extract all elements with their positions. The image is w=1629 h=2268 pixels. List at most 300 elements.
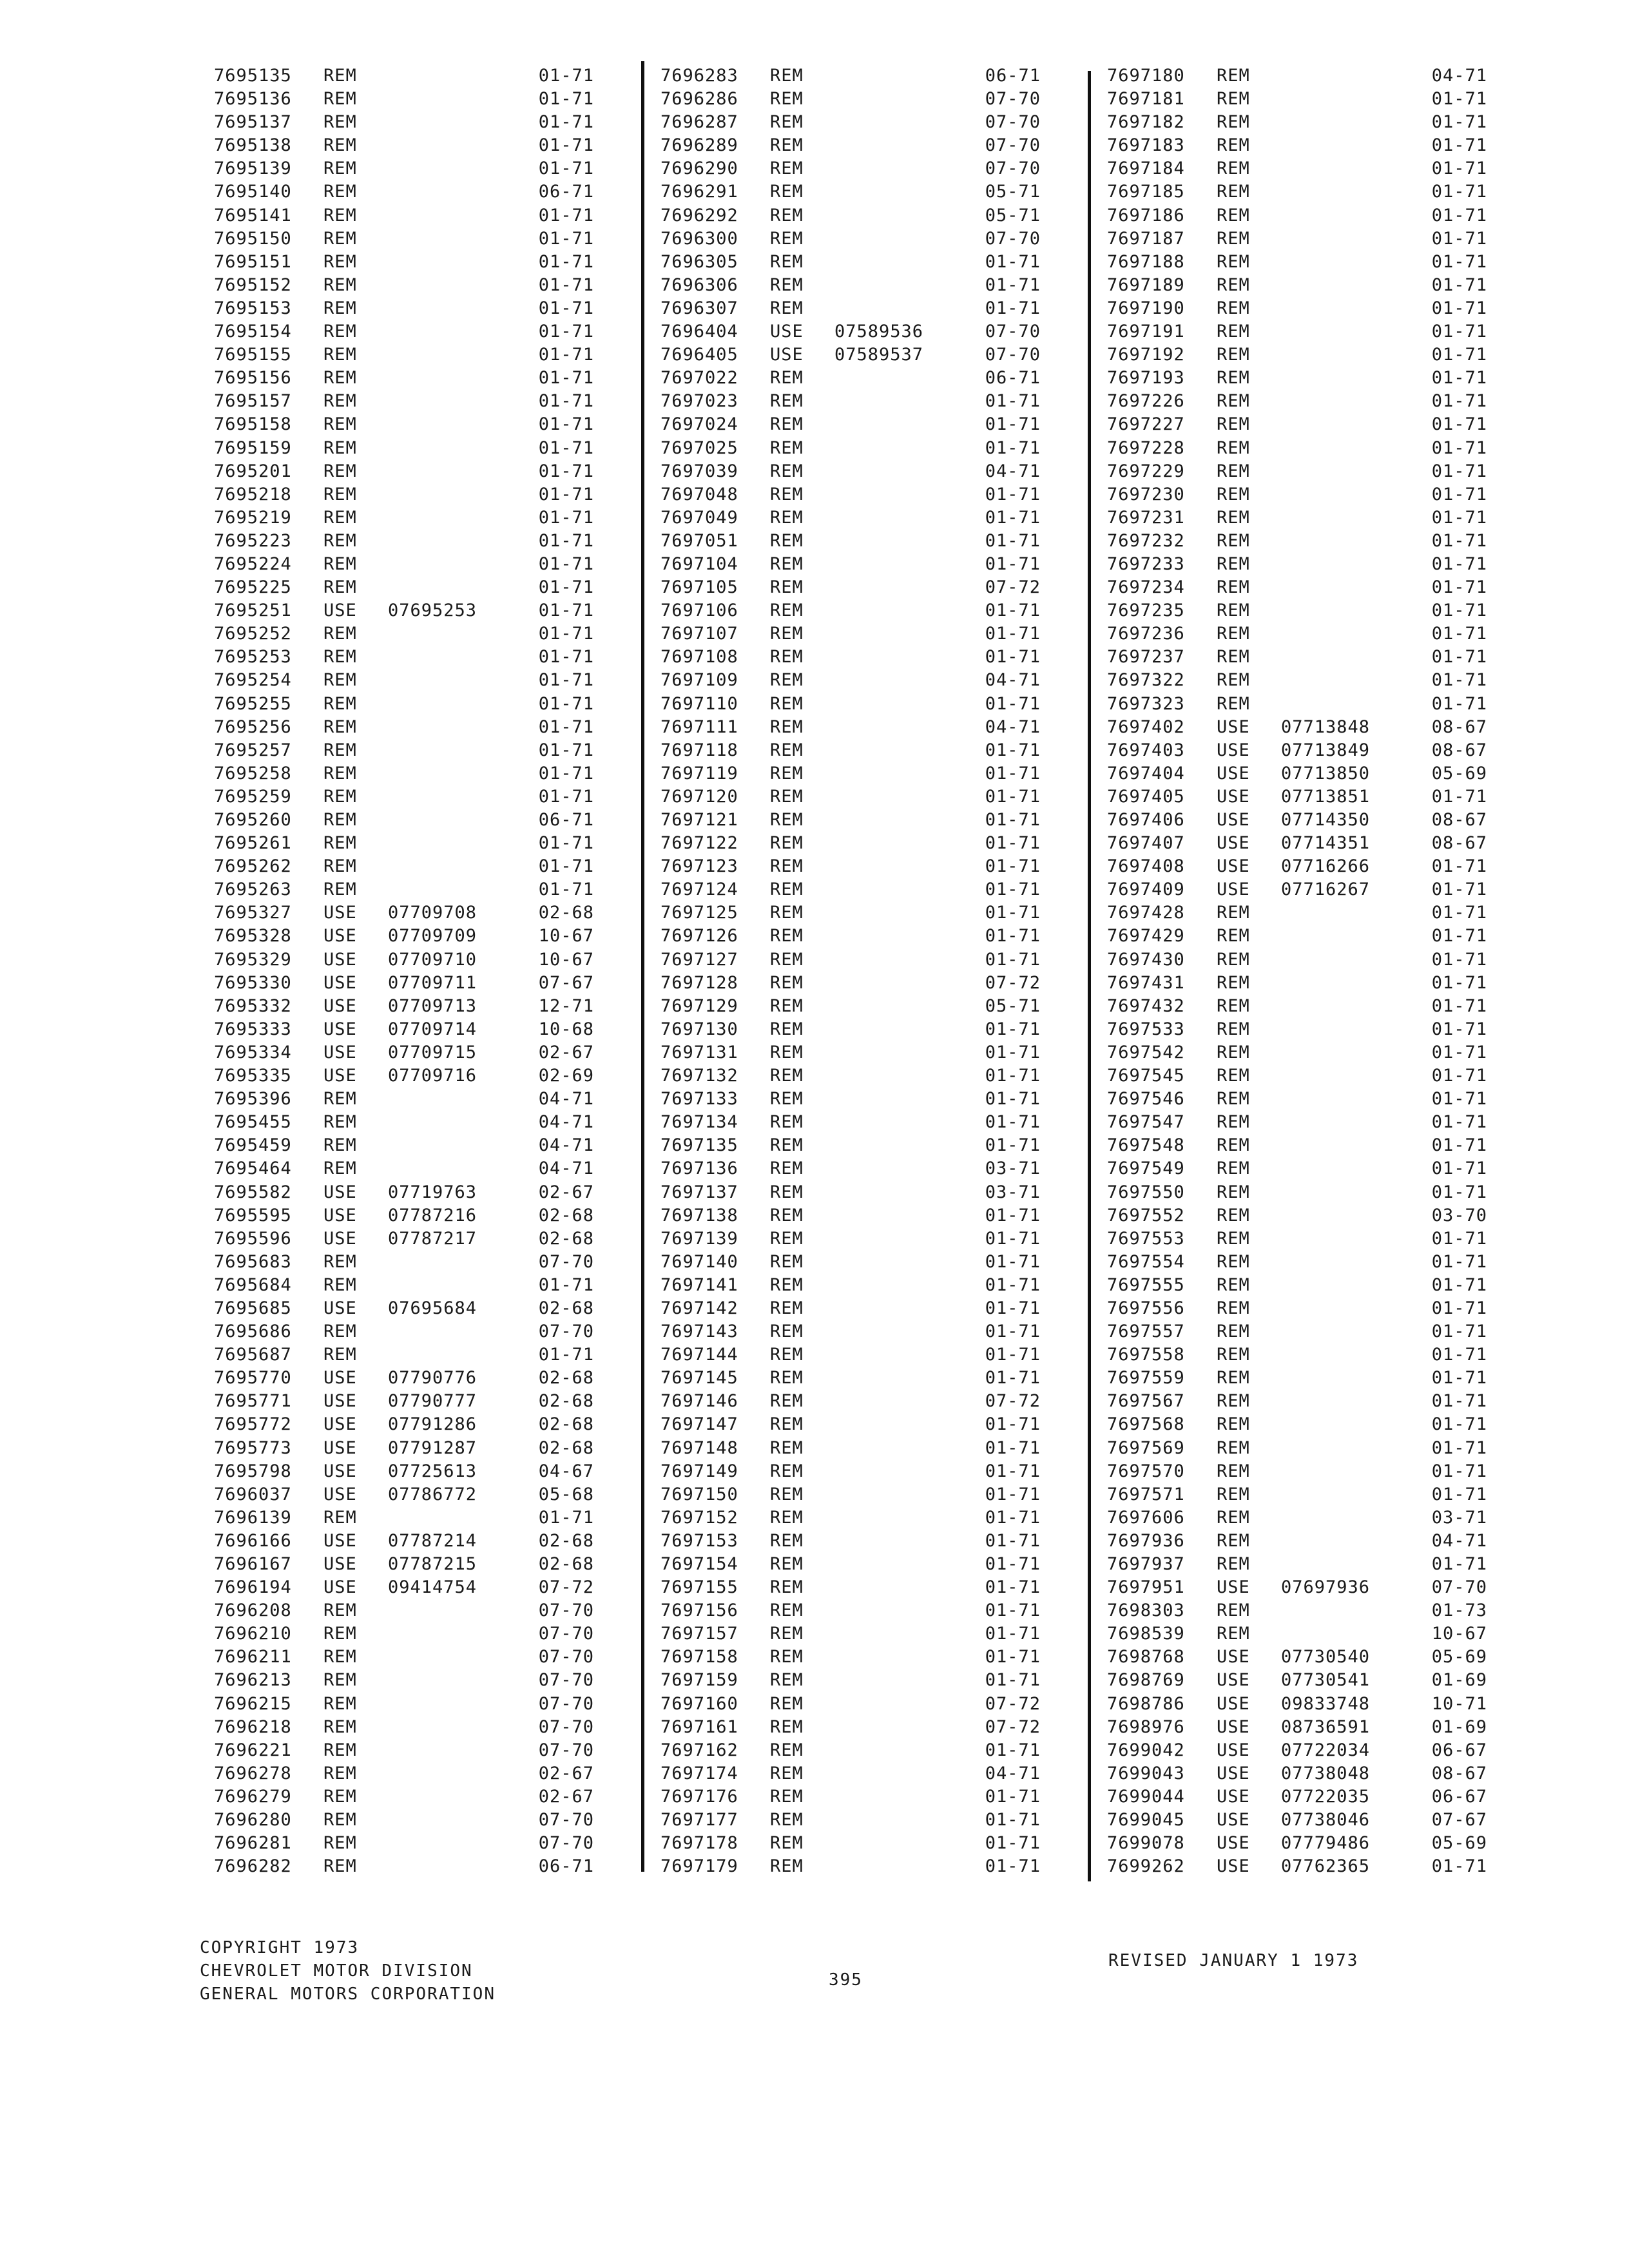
replacement-number: 07725613 bbox=[388, 1461, 477, 1481]
parts-row bbox=[214, 1599, 613, 1622]
parts-row bbox=[1107, 1251, 1507, 1274]
part-number: 7697406 bbox=[1107, 810, 1185, 830]
status-code: REM bbox=[1217, 1484, 1250, 1504]
parts-row bbox=[1107, 1041, 1507, 1064]
parts-row bbox=[660, 1367, 1060, 1390]
part-number: 7695135 bbox=[214, 66, 292, 86]
status-code: REM bbox=[1217, 1461, 1250, 1481]
replacement-number bbox=[1281, 1227, 1391, 1251]
parts-row bbox=[214, 1181, 613, 1204]
copyright-block bbox=[200, 1936, 496, 2006]
replacement-number: 07722034 bbox=[1281, 1740, 1371, 1760]
effective-date: 01-71 bbox=[1431, 461, 1487, 481]
part-number: 7697177 bbox=[660, 1810, 738, 1831]
parts-row bbox=[660, 1297, 1060, 1320]
status-code: REM bbox=[770, 716, 804, 737]
replacement-number bbox=[834, 599, 944, 622]
part-number: 7695139 bbox=[214, 159, 292, 179]
status-code: REM bbox=[1217, 461, 1250, 481]
part-number: 7697136 bbox=[660, 1158, 738, 1179]
status-code: REM bbox=[770, 461, 804, 481]
status-code: REM bbox=[770, 1600, 804, 1621]
replacement-number bbox=[1281, 64, 1391, 88]
effective-date: 01-71 bbox=[985, 879, 1041, 900]
part-number: 7697557 bbox=[1107, 1321, 1185, 1342]
parts-row bbox=[660, 1088, 1060, 1111]
status-code: USE bbox=[1217, 833, 1250, 854]
part-number: 7697542 bbox=[1107, 1042, 1185, 1062]
parts-row bbox=[214, 1809, 613, 1832]
status-code: REM bbox=[1217, 391, 1250, 412]
replacement-number bbox=[834, 1809, 944, 1832]
part-number: 7695158 bbox=[214, 414, 292, 435]
part-number: 7695770 bbox=[214, 1368, 292, 1389]
replacement-number bbox=[834, 204, 944, 227]
status-code: REM bbox=[1217, 507, 1250, 528]
replacement-number: 09833748 bbox=[1281, 1693, 1371, 1714]
status-code: REM bbox=[770, 1135, 804, 1156]
parts-row bbox=[214, 1693, 613, 1716]
parts-row bbox=[660, 553, 1060, 576]
part-number: 7697548 bbox=[1107, 1135, 1185, 1156]
parts-row bbox=[660, 1343, 1060, 1367]
replacement-number bbox=[834, 1274, 944, 1297]
replacement-number bbox=[834, 1413, 944, 1436]
status-code: USE bbox=[323, 972, 357, 993]
effective-date: 01-71 bbox=[538, 1345, 594, 1365]
part-number: 7699045 bbox=[1107, 1810, 1185, 1831]
parts-row bbox=[1107, 716, 1507, 739]
status-code: REM bbox=[1217, 414, 1250, 435]
parts-row bbox=[1107, 1646, 1507, 1669]
replacement-number bbox=[834, 1622, 944, 1646]
part-number: 7699262 bbox=[1107, 1856, 1185, 1877]
effective-date: 02-68 bbox=[538, 1437, 594, 1458]
parts-row bbox=[660, 1693, 1060, 1716]
part-number: 7697135 bbox=[660, 1135, 738, 1156]
part-number: 7697567 bbox=[1107, 1391, 1185, 1412]
status-code: REM bbox=[323, 693, 357, 714]
status-code: REM bbox=[770, 1182, 804, 1202]
parts-row bbox=[214, 1204, 613, 1227]
status-code: REM bbox=[323, 461, 357, 481]
parts-row bbox=[660, 576, 1060, 599]
replacement-number bbox=[834, 878, 944, 901]
part-number: 7696166 bbox=[214, 1530, 292, 1551]
replacement-number bbox=[834, 809, 944, 832]
effective-date: 01-71 bbox=[1431, 1461, 1487, 1481]
part-number: 7696306 bbox=[660, 274, 738, 295]
effective-date: 05-71 bbox=[985, 205, 1041, 226]
replacement-number: 07790777 bbox=[388, 1391, 477, 1412]
parts-row bbox=[660, 297, 1060, 320]
part-number: 7697153 bbox=[660, 1530, 738, 1551]
replacement-number: 07709711 bbox=[388, 972, 477, 993]
effective-date: 01-71 bbox=[985, 414, 1041, 435]
part-number: 7697130 bbox=[660, 1019, 738, 1039]
replacement-number bbox=[388, 483, 497, 506]
part-number: 7697110 bbox=[660, 693, 738, 714]
parts-row bbox=[1107, 157, 1507, 180]
replacement-number bbox=[834, 762, 944, 785]
status-code: REM bbox=[1217, 322, 1250, 342]
status-code: REM bbox=[770, 484, 804, 505]
part-number: 7697127 bbox=[660, 949, 738, 970]
page-number: 395 bbox=[829, 1970, 863, 1990]
part-number: 7697428 bbox=[1107, 903, 1185, 923]
status-code: REM bbox=[323, 437, 357, 458]
effective-date: 01-71 bbox=[985, 1507, 1041, 1528]
replacement-number bbox=[1281, 343, 1391, 367]
parts-row bbox=[1107, 1157, 1507, 1180]
replacement-number bbox=[834, 1204, 944, 1227]
replacement-number bbox=[1281, 1274, 1391, 1297]
effective-date: 01-71 bbox=[985, 1135, 1041, 1156]
status-code: USE bbox=[1217, 786, 1250, 807]
status-code: REM bbox=[770, 274, 804, 295]
status-code: REM bbox=[1217, 437, 1250, 458]
replacement-number bbox=[1281, 948, 1391, 972]
part-number: 7695262 bbox=[214, 856, 292, 877]
status-code: USE bbox=[770, 322, 804, 342]
part-number: 7697118 bbox=[660, 740, 738, 760]
effective-date: 01-71 bbox=[538, 484, 594, 505]
parts-row bbox=[1107, 1343, 1507, 1367]
replacement-number bbox=[834, 576, 944, 599]
parts-row bbox=[1107, 1018, 1507, 1041]
parts-row bbox=[660, 460, 1060, 483]
parts-row bbox=[1107, 530, 1507, 553]
replacement-number bbox=[834, 1530, 944, 1553]
replacement-number bbox=[388, 390, 497, 413]
effective-date: 01-71 bbox=[1431, 786, 1487, 807]
replacement-number bbox=[388, 832, 497, 855]
effective-date: 07-70 bbox=[985, 89, 1041, 110]
parts-row bbox=[214, 1088, 613, 1111]
parts-row bbox=[1107, 1134, 1507, 1157]
part-number: 7697156 bbox=[660, 1600, 738, 1621]
status-code: REM bbox=[770, 624, 804, 644]
status-code: USE bbox=[1217, 1786, 1250, 1807]
part-number: 7698303 bbox=[1107, 1600, 1185, 1621]
replacement-number bbox=[834, 972, 944, 995]
effective-date: 01-71 bbox=[985, 1740, 1041, 1760]
effective-date: 02-67 bbox=[538, 1182, 594, 1202]
parts-row bbox=[214, 460, 613, 483]
part-number: 7697188 bbox=[1107, 251, 1185, 272]
parts-row bbox=[1107, 1320, 1507, 1343]
status-code: REM bbox=[1217, 298, 1250, 318]
status-code: REM bbox=[323, 1321, 357, 1342]
parts-row bbox=[1107, 413, 1507, 436]
effective-date: 03-70 bbox=[1431, 1205, 1487, 1225]
replacement-number bbox=[388, 460, 497, 483]
parts-row bbox=[214, 948, 613, 972]
part-number: 7695257 bbox=[214, 740, 292, 760]
replacement-number bbox=[1281, 693, 1391, 716]
parts-row bbox=[660, 437, 1060, 460]
part-number: 7697023 bbox=[660, 391, 738, 412]
parts-row bbox=[1107, 1088, 1507, 1111]
status-code: USE bbox=[1217, 763, 1250, 783]
replacement-number bbox=[388, 413, 497, 436]
status-code: REM bbox=[323, 484, 357, 505]
status-code: USE bbox=[1217, 810, 1250, 830]
replacement-number bbox=[388, 506, 497, 530]
part-number: 7697322 bbox=[1107, 670, 1185, 691]
effective-date: 07-72 bbox=[538, 1577, 594, 1598]
parts-row bbox=[1107, 204, 1507, 227]
status-code: REM bbox=[770, 1019, 804, 1039]
status-code: REM bbox=[1217, 1507, 1250, 1528]
status-code: REM bbox=[1217, 553, 1250, 574]
parts-row bbox=[1107, 901, 1507, 925]
replacement-number bbox=[1281, 1251, 1391, 1274]
status-code: REM bbox=[770, 228, 804, 249]
replacement-number bbox=[834, 785, 944, 809]
replacement-number bbox=[1281, 1506, 1391, 1530]
effective-date: 01-71 bbox=[1431, 1182, 1487, 1202]
replacement-number: 07713851 bbox=[1281, 786, 1371, 807]
replacement-number: 07738048 bbox=[1281, 1763, 1371, 1783]
part-number: 7697180 bbox=[1107, 66, 1185, 86]
parts-row bbox=[660, 809, 1060, 832]
status-code: USE bbox=[1217, 1740, 1250, 1760]
status-code: REM bbox=[770, 1763, 804, 1783]
effective-date: 01-71 bbox=[538, 298, 594, 318]
effective-date: 01-71 bbox=[1431, 1251, 1487, 1272]
effective-date: 04-71 bbox=[538, 1089, 594, 1110]
effective-date: 10-68 bbox=[538, 1019, 594, 1039]
part-number: 7697228 bbox=[1107, 437, 1185, 458]
part-number: 7696280 bbox=[214, 1810, 292, 1831]
effective-date: 06-67 bbox=[1431, 1786, 1487, 1807]
status-code: REM bbox=[1217, 1112, 1250, 1133]
effective-date: 01-71 bbox=[985, 1437, 1041, 1458]
status-code: REM bbox=[323, 1089, 357, 1110]
status-code: REM bbox=[770, 1228, 804, 1249]
part-number: 7697553 bbox=[1107, 1228, 1185, 1249]
replacement-number bbox=[388, 553, 497, 576]
effective-date: 01-71 bbox=[538, 763, 594, 783]
parts-row bbox=[660, 762, 1060, 785]
status-code: REM bbox=[1217, 1414, 1250, 1435]
parts-row bbox=[1107, 1622, 1507, 1646]
parts-row bbox=[214, 901, 613, 925]
part-number: 7698768 bbox=[1107, 1647, 1185, 1667]
part-number: 7697143 bbox=[660, 1321, 738, 1342]
status-code: REM bbox=[323, 89, 357, 110]
part-number: 7697144 bbox=[660, 1345, 738, 1365]
replacement-number: 07709710 bbox=[388, 949, 477, 970]
replacement-number bbox=[834, 530, 944, 553]
effective-date: 01-71 bbox=[1431, 1298, 1487, 1318]
parts-row bbox=[660, 1483, 1060, 1506]
replacement-number bbox=[1281, 1297, 1391, 1320]
part-number: 7695263 bbox=[214, 879, 292, 900]
part-number: 7696037 bbox=[214, 1484, 292, 1504]
replacement-number bbox=[388, 343, 497, 367]
part-number: 7697936 bbox=[1107, 1530, 1185, 1551]
replacement-number bbox=[834, 948, 944, 972]
replacement-number bbox=[1281, 576, 1391, 599]
part-number: 7697405 bbox=[1107, 786, 1185, 807]
parts-row bbox=[660, 716, 1060, 739]
status-code: REM bbox=[770, 856, 804, 877]
part-number: 7696291 bbox=[660, 182, 738, 202]
status-code: USE bbox=[323, 1042, 357, 1062]
replacement-number bbox=[1281, 530, 1391, 553]
effective-date: 01-71 bbox=[985, 949, 1041, 970]
parts-row bbox=[660, 1413, 1060, 1436]
part-number: 7695252 bbox=[214, 624, 292, 644]
status-code: REM bbox=[1217, 1019, 1250, 1039]
status-code: REM bbox=[1217, 135, 1250, 156]
effective-date: 02-68 bbox=[538, 1228, 594, 1249]
replacement-number bbox=[388, 1716, 497, 1739]
replacement-number bbox=[1281, 437, 1391, 460]
parts-row bbox=[214, 1390, 613, 1413]
replacement-number bbox=[1281, 1134, 1391, 1157]
part-number: 7696404 bbox=[660, 322, 738, 342]
parts-row bbox=[660, 251, 1060, 274]
effective-date: 02-68 bbox=[538, 1205, 594, 1225]
part-number: 7696286 bbox=[660, 89, 738, 110]
effective-date: 01-71 bbox=[985, 1833, 1041, 1854]
effective-date: 07-70 bbox=[985, 228, 1041, 249]
replacement-number bbox=[834, 1646, 944, 1669]
status-code: REM bbox=[1217, 205, 1250, 226]
replacement-number bbox=[388, 1157, 497, 1180]
status-code: REM bbox=[770, 1205, 804, 1225]
replacement-number bbox=[388, 576, 497, 599]
replacement-number bbox=[1281, 413, 1391, 436]
status-code: REM bbox=[1217, 228, 1250, 249]
parts-row bbox=[214, 1646, 613, 1669]
parts-row bbox=[214, 925, 613, 948]
part-number: 7697107 bbox=[660, 624, 738, 644]
replacement-number bbox=[1281, 1367, 1391, 1390]
part-number: 7695253 bbox=[214, 647, 292, 668]
replacement-number bbox=[1281, 901, 1391, 925]
parts-row bbox=[1107, 855, 1507, 878]
part-number: 7697236 bbox=[1107, 624, 1185, 644]
effective-date: 07-70 bbox=[538, 1693, 594, 1714]
replacement-number bbox=[1281, 972, 1391, 995]
replacement-number bbox=[388, 878, 497, 901]
effective-date: 01-71 bbox=[538, 740, 594, 760]
replacement-number bbox=[388, 809, 497, 832]
replacement-number bbox=[388, 437, 497, 460]
part-number: 7697142 bbox=[660, 1298, 738, 1318]
part-number: 7697022 bbox=[660, 368, 738, 389]
parts-column-2 bbox=[660, 64, 1060, 1878]
effective-date: 04-67 bbox=[538, 1461, 594, 1481]
status-code: REM bbox=[770, 1856, 804, 1877]
parts-row bbox=[660, 1460, 1060, 1483]
status-code: REM bbox=[323, 205, 357, 226]
effective-date: 07-72 bbox=[985, 1716, 1041, 1737]
parts-row bbox=[1107, 1367, 1507, 1390]
part-number: 7695154 bbox=[214, 322, 292, 342]
effective-date: 01-71 bbox=[1431, 322, 1487, 342]
replacement-number bbox=[1281, 297, 1391, 320]
status-code: REM bbox=[770, 740, 804, 760]
part-number: 7695219 bbox=[214, 507, 292, 528]
status-code: USE bbox=[323, 903, 357, 923]
part-number: 7695254 bbox=[214, 670, 292, 691]
parts-row bbox=[1107, 948, 1507, 972]
parts-row bbox=[214, 1018, 613, 1041]
parts-row bbox=[1107, 1855, 1507, 1878]
effective-date: 05-69 bbox=[1431, 1647, 1487, 1667]
effective-date: 01-71 bbox=[538, 1274, 594, 1295]
replacement-number bbox=[834, 553, 944, 576]
status-code: REM bbox=[770, 1577, 804, 1598]
replacement-number bbox=[834, 506, 944, 530]
replacement-number bbox=[834, 855, 944, 878]
parts-row bbox=[214, 1762, 613, 1785]
effective-date: 01-71 bbox=[538, 251, 594, 272]
status-code: REM bbox=[770, 1274, 804, 1295]
effective-date: 01-71 bbox=[1431, 624, 1487, 644]
status-code: REM bbox=[323, 298, 357, 318]
part-number: 7697119 bbox=[660, 763, 738, 783]
effective-date: 07-72 bbox=[985, 1693, 1041, 1714]
part-number: 7696307 bbox=[660, 298, 738, 318]
copyright-line: COPYRIGHT 1973 bbox=[200, 1938, 360, 1957]
effective-date: 01-71 bbox=[985, 1066, 1041, 1086]
replacement-number bbox=[388, 1320, 497, 1343]
parts-row bbox=[214, 530, 613, 553]
replacement-number bbox=[388, 1762, 497, 1785]
replacement-number: 07589537 bbox=[834, 345, 924, 365]
part-number: 7697048 bbox=[660, 484, 738, 505]
part-number: 7695335 bbox=[214, 1066, 292, 1086]
replacement-number: 07738046 bbox=[1281, 1810, 1371, 1831]
parts-row bbox=[214, 227, 613, 251]
effective-date: 02-68 bbox=[538, 1391, 594, 1412]
status-code: REM bbox=[770, 1042, 804, 1062]
replacement-number bbox=[834, 1693, 944, 1716]
parts-row bbox=[1107, 1669, 1507, 1692]
parts-row bbox=[660, 646, 1060, 669]
status-code: REM bbox=[323, 786, 357, 807]
effective-date: 01-71 bbox=[985, 786, 1041, 807]
status-code: REM bbox=[323, 1763, 357, 1783]
replacement-number bbox=[1281, 1088, 1391, 1111]
status-code: USE bbox=[1217, 1647, 1250, 1667]
effective-date: 07-72 bbox=[985, 1391, 1041, 1412]
parts-row bbox=[1107, 762, 1507, 785]
replacement-number bbox=[388, 1134, 497, 1157]
parts-row bbox=[214, 1855, 613, 1878]
effective-date: 01-71 bbox=[538, 391, 594, 412]
parts-row bbox=[214, 762, 613, 785]
parts-row bbox=[660, 1320, 1060, 1343]
parts-row bbox=[1107, 1274, 1507, 1297]
effective-date: 01-71 bbox=[1431, 949, 1487, 970]
parts-row bbox=[660, 111, 1060, 134]
part-number: 7695152 bbox=[214, 274, 292, 295]
parts-row bbox=[1107, 367, 1507, 390]
replacement-number bbox=[388, 1693, 497, 1716]
status-code: REM bbox=[323, 1786, 357, 1807]
effective-date: 01-71 bbox=[1431, 670, 1487, 691]
status-code: USE bbox=[323, 1182, 357, 1202]
status-code: REM bbox=[770, 414, 804, 435]
effective-date: 01-71 bbox=[1431, 228, 1487, 249]
